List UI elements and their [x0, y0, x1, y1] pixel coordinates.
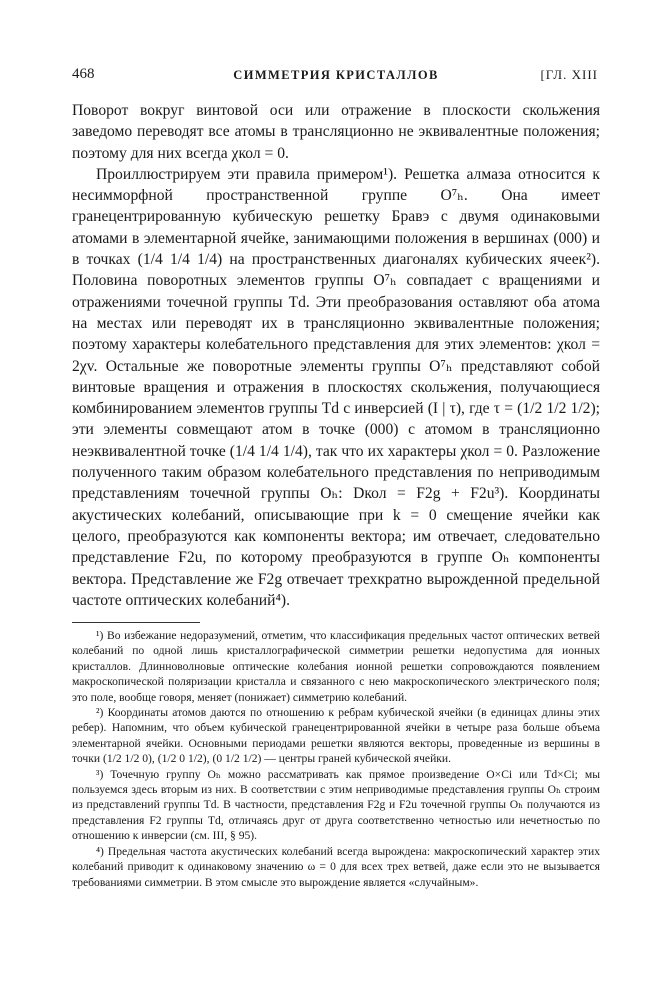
running-header	[72, 66, 600, 90]
chapter-label: [ГЛ. XIII	[540, 67, 598, 82]
footnote: ⁴) Предельная частота акустических колебаний всегда вырождена: макроскопический характер этих колебаний приводит к одинаковому значению ω = 0 для всех трех ветвей, даже если это не вызывается требованиями симметрии. В этом смысле это вырождение является «случайным».	[72, 844, 600, 889]
main-text	[72, 100, 600, 611]
running-title: СИММЕТРИЯ КРИСТАЛЛОВ	[233, 68, 439, 82]
page-number: 468	[72, 66, 95, 82]
footnote-divider	[72, 622, 200, 623]
footnotes	[72, 628, 600, 890]
paragraph: Проиллюстрируем эти правила примером¹). Решетка алмаза относится к несимморфной пространственной группе O⁷ₕ. Она имеет гранецентрированную кубическую решетку Бравэ с двумя одинаковыми атомами в элементарной ячейке, занимающими положения в вершинах (000) и в точках (1/4 1/4 1/4) на пространственных диагоналях кубических ячеек²). Половина поворотных элементов группы O⁷ₕ совпадает с вращениями и отражениями точечной группы Td. Эти преобразования оставляют оба атома на местах или переводят их в трансляционно эквивалентные положения; поэтому характеры колебательного представления для этих элементов: χкол = 2χv. Остальные же поворотные элементы группы O⁷ₕ представляют собой винтовые вращения и отражения в плоскостях скольжения, получающиеся комбинированием элементов группы Td с инверсией (I | τ), где τ = (1/2 1/2 1/2); эти элементы совмещают атом в точке (000) с атомом в трансляционно неэквивалентной точке (1/4 1/4 1/4), так что их характеры χкол = 0. Разложение полученного таким образом колебательного представления по неприводимым представлениям точечной группы Oₕ: Dкол = F2g + F2u³). Координаты акустических колебаний, описывающие при k = 0 смещение ячейки как целого, преобразуются как компоненты вектора; им отвечает, следовательно представление F2u, по которому преобразуются в группе Oₕ компоненты вектора. Представление же F2g отвечает трехкратно вырожденной предельной частоте оптических колебаний⁴).	[72, 165, 600, 609]
footnote: ³) Точечную группу Oₕ можно рассматривать как прямое произведение O×Ci или Td×Ci; мы пользуемся здесь вторым из них. В соответствии с этим неприводимые представления группы Oₕ строим из представлений группы Td. В частности, представления F2g и F2u точечной группы Oₕ получаются из представления F2 группы Td, отличаясь друг от друга соответственно четностью или нечетностью по отношению к инверсии (см. III, § 95).	[72, 767, 600, 843]
paragraph: Поворот вокруг винтовой оси или отражение в плоскости скольжения заведомо переводят все атомы в трансляционно не эквивалентные положения; поэтому для них всегда χкол = 0.	[72, 102, 600, 162]
footnote: ²) Координаты атомов даются по отношению к ребрам кубической ячейки (в единицах длины этих ребер). Напомним, что объем кубической гранецентрированной ячейки в четыре раза больше объема элементарной ячейки. Основными периодами решетки являются векторы, проведенные из вершины в точки (1/2 1/2 0), (1/2 0 1/2), (0 1/2 1/2) — центры граней кубической ячейки.	[72, 706, 600, 766]
footnote: ¹) Во избежание недоразумений, отметим, что классификация предельных частот оптических ветвей колебаний по одной лишь кристаллографической симметрии решетки недопустима для ионных кристаллов. Длинноволновые оптические колебания ионной решетки сопровождаются появлением макроскопической поляризации кристалла и связанного с нею макроскопического электрического поля; это поле, вообще говоря, меняет (понижает) симметрию колебаний.	[72, 629, 600, 704]
